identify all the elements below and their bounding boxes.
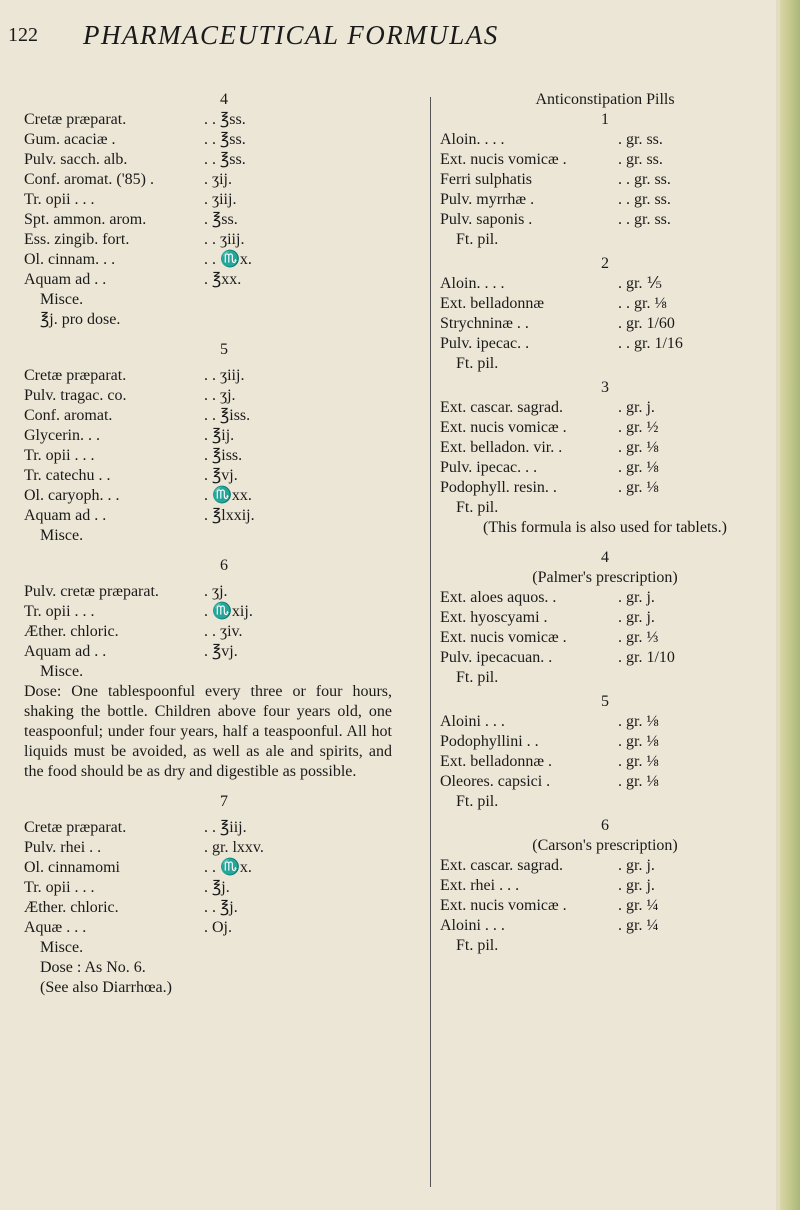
ingredient-name: Ext. belladonnæ .	[440, 753, 552, 770]
ingredient-amount: . gr. ⅛	[618, 753, 659, 770]
column-divider	[430, 97, 431, 1187]
ingredient-row	[440, 130, 770, 150]
ingredient-row	[24, 818, 424, 838]
ingredient-amount: . . ♏x.	[204, 251, 252, 268]
ingredient-list	[24, 582, 424, 662]
ingredient-name: Ol. cinnam. . .	[24, 251, 116, 268]
ft-pil-label: Ft. pil.	[456, 231, 499, 248]
formula-number: 4	[220, 91, 228, 108]
ingredient-amount: . . ʒiv.	[204, 623, 243, 640]
ingredient-amount: . gr. ⅛	[618, 479, 659, 496]
ingredient-amount: . gr. 1/10	[618, 649, 675, 666]
ingredient-amount: . gr. ¼	[618, 917, 659, 934]
ingredient-row	[24, 582, 424, 602]
ingredient-name: Ext. nucis vomicæ .	[440, 629, 567, 646]
ingredient-name: Aquam ad . .	[24, 507, 107, 524]
ingredient-row	[440, 334, 770, 354]
ingredient-amount: . gr. ⅛	[618, 733, 659, 750]
ingredient-name: Ext. nucis vomicæ .	[440, 897, 567, 914]
ingredient-name: Pulv. saponis .	[440, 211, 533, 228]
ingredient-name: Podophyllini . .	[440, 733, 539, 750]
ingredient-row	[440, 896, 770, 916]
ingredient-name: Tr. opii . . .	[24, 879, 95, 896]
ingredient-name: Ext. nucis vomicæ .	[440, 151, 567, 168]
ingredient-amount: . gr. ⅕	[618, 275, 662, 292]
ingredient-row	[440, 876, 770, 896]
ingredient-name: Ol. caryoph. . .	[24, 487, 120, 504]
ingredient-amount: . ʒj.	[204, 583, 228, 600]
ingredient-amount: . gr. ss.	[618, 131, 663, 148]
formula-number: 3	[601, 379, 609, 396]
ingredient-name: Aloini . . .	[440, 713, 505, 730]
ingredient-row	[440, 438, 770, 458]
ingredient-amount: . gr. ⅓	[618, 629, 659, 646]
ingredient-list	[440, 588, 770, 668]
ingredient-row	[440, 772, 770, 792]
ingredient-amount: . . gr. ss.	[618, 171, 671, 188]
dose-paragraph: Dose: One tablespoonful every three or four hours, shaking the bottle. Children above four years old, one teaspoonful; under four years, half a teaspoonful. All hot liquids must be avoided, as well as ale and spirits, and the food should be as dry and digestible as possible.	[24, 683, 392, 780]
ingredient-name: Cretæ præparat.	[24, 819, 127, 836]
ingredient-name: Tr. opii . . .	[24, 191, 95, 208]
formula-number: 6	[220, 557, 228, 574]
ingredient-amount: . . ʒj.	[204, 387, 236, 404]
ingredient-name: Aquam ad . .	[24, 271, 107, 288]
ingredient-amount: . . ℥ss.	[204, 111, 246, 128]
ingredient-amount: . gr. ¼	[618, 897, 659, 914]
ingredient-name: Ext. nucis vomicæ .	[440, 419, 567, 436]
ingredient-name: Pulv. rhei . .	[24, 839, 102, 856]
ft-pil-label: Ft. pil.	[456, 355, 499, 372]
ingredient-amount: . . gr. ⅛	[618, 295, 667, 312]
ingredient-name: Spt. ammon. arom.	[24, 211, 147, 228]
misce-label: Misce.	[40, 663, 84, 680]
ingredient-list	[440, 274, 770, 354]
ingredient-name: Ext. cascar. sagrad.	[440, 399, 564, 416]
formula-number: 4	[601, 549, 609, 566]
ingredient-row	[24, 486, 424, 506]
ingredient-amount: . ʒiij.	[204, 191, 237, 208]
ingredient-amount: . ℥j.	[204, 879, 230, 896]
ingredient-name: Ess. zingib. fort.	[24, 231, 130, 248]
ingredient-list	[440, 712, 770, 792]
ingredient-row	[24, 426, 424, 446]
ingredient-name: Pulv. cretæ præparat.	[24, 583, 159, 600]
ingredient-name: Pulv. sacch. alb.	[24, 151, 128, 168]
ingredient-amount: . ♏xx.	[204, 487, 252, 504]
page-number: 122	[8, 24, 38, 46]
ingredient-row	[440, 314, 770, 334]
ingredient-row	[24, 270, 424, 290]
formula-number: 1	[601, 111, 609, 128]
ingredient-row	[440, 294, 770, 314]
ingredient-amount: . ♏xij.	[204, 603, 253, 620]
page-header	[8, 14, 788, 54]
misce-label: Misce.	[40, 291, 84, 308]
ingredient-row	[24, 366, 424, 386]
ingredient-amount: . Oj.	[204, 919, 232, 936]
ingredient-amount: . ℥lxxij.	[204, 507, 255, 524]
ingredient-amount: . . ℥ss.	[204, 151, 246, 168]
ingredient-list	[440, 398, 770, 498]
ingredient-name: Tr. opii . . .	[24, 447, 95, 464]
ingredient-amount: . gr. j.	[618, 857, 655, 874]
ingredient-row	[440, 458, 770, 478]
ingredient-row	[440, 274, 770, 294]
misce-label: Misce.	[40, 527, 84, 544]
ingredient-name: Aquam ad . .	[24, 643, 107, 660]
ingredient-amount: . gr. ⅛	[618, 713, 659, 730]
ingredient-amount: . . gr. 1/16	[618, 335, 683, 352]
ingredient-row	[24, 642, 424, 662]
misce-label: Misce.	[40, 939, 84, 956]
ingredient-row	[440, 418, 770, 438]
ingredient-name: Ol. cinnamomi	[24, 859, 120, 876]
ingredient-row	[24, 250, 424, 270]
ingredient-name: Pulv. ipecacuan. .	[440, 649, 553, 666]
ingredient-amount: . . ℥iij.	[204, 819, 247, 836]
ingredient-name: Aloini . . .	[440, 917, 505, 934]
ingredient-name: Conf. aromat.	[24, 407, 113, 424]
ingredient-name: Conf. aromat. ('85) .	[24, 171, 154, 188]
ingredient-amount: . gr. ½	[618, 419, 659, 436]
ingredient-amount: . . ℥ss.	[204, 131, 246, 148]
ingredient-amount: . ℥vj.	[204, 643, 238, 660]
ingredient-row	[24, 110, 424, 130]
ingredient-name: Strychninæ . .	[440, 315, 529, 332]
ingredient-amount: . . gr. ss.	[618, 191, 671, 208]
ingredient-name: Aloin. . . .	[440, 131, 505, 148]
formula-number: 5	[601, 693, 609, 710]
ingredient-row	[440, 398, 770, 418]
ingredient-row	[440, 588, 770, 608]
ingredient-amount: . gr. 1/60	[618, 315, 675, 332]
ingredient-name: Æther. chloric.	[24, 623, 119, 640]
ft-pil-label: Ft. pil.	[456, 793, 499, 810]
ingredient-amount: . gr. j.	[618, 877, 655, 894]
ingredient-amount: . . ℥j.	[204, 899, 238, 916]
ingredient-amount: . ℥iss.	[204, 447, 243, 464]
formula-number: 2	[601, 255, 609, 272]
ingredient-name: Ferri sulphatis	[440, 171, 532, 188]
ingredient-row	[440, 150, 770, 170]
ingredient-amount: . gr. j.	[618, 399, 655, 416]
ingredient-amount: . gr. ⅛	[618, 439, 659, 456]
ingredient-list	[24, 110, 424, 290]
ingredient-amount: . . gr. ss.	[618, 211, 671, 228]
ingredient-name: Aloin. . . .	[440, 275, 505, 292]
right-column	[440, 90, 770, 956]
ingredient-amount: . . ℥iss.	[204, 407, 251, 424]
ingredient-amount: . gr. j.	[618, 609, 655, 626]
ingredient-row	[24, 386, 424, 406]
ingredient-row	[24, 210, 424, 230]
ingredient-name: Ext. hyoscyami .	[440, 609, 548, 626]
ingredient-name: Ext. belladonnæ	[440, 295, 544, 312]
ingredient-name: Gum. acaciæ .	[24, 131, 116, 148]
ingredient-amount: . gr. lxxv.	[204, 839, 264, 856]
book-edge	[780, 0, 800, 1210]
ingredient-row	[24, 838, 424, 858]
ingredient-name: Ext. cascar. sagrad.	[440, 857, 564, 874]
ingredient-name: Aquæ . . .	[24, 919, 87, 936]
ingredient-row	[24, 406, 424, 426]
ingredient-amount: . gr. j.	[618, 589, 655, 606]
ingredient-amount: . . ʒiij.	[204, 367, 245, 384]
formula-number: 6	[601, 817, 609, 834]
see-also-note: (See also Diarrhœa.)	[40, 979, 172, 996]
ingredient-row	[24, 878, 424, 898]
prescription-subtitle: (Carson's prescription)	[532, 837, 678, 854]
ingredient-name: Ext. belladon. vir. .	[440, 439, 563, 456]
ingredient-row	[24, 602, 424, 622]
ingredient-name: Tr. catechu . .	[24, 467, 111, 484]
ingredient-row	[24, 858, 424, 878]
ingredient-amount: . ℥ij.	[204, 427, 235, 444]
ingredient-amount: . ʒij.	[204, 171, 232, 188]
ingredient-row	[24, 918, 424, 938]
ingredient-row	[440, 732, 770, 752]
ingredient-row	[440, 712, 770, 732]
ingredient-name: Glycerin. . .	[24, 427, 100, 444]
formula-number: 5	[220, 341, 228, 358]
ingredient-amount: . ℥ss.	[204, 211, 238, 228]
tablets-note: (This formula is also used for tablets.)	[483, 519, 727, 536]
ingredient-name: Oleores. capsici .	[440, 773, 551, 790]
ingredient-list	[24, 818, 424, 938]
ingredient-list	[440, 856, 770, 936]
ingredient-row	[440, 628, 770, 648]
ingredient-name: Pulv. tragac. co.	[24, 387, 127, 404]
ingredient-row	[440, 648, 770, 668]
ingredient-row	[24, 446, 424, 466]
ingredient-name: Pulv. ipecac. .	[440, 335, 530, 352]
ingredient-list	[440, 130, 770, 230]
ingredient-amount: . gr. ss.	[618, 151, 663, 168]
section-title: Anticonstipation Pills	[535, 91, 675, 108]
ingredient-row	[24, 466, 424, 486]
ingredient-row	[440, 856, 770, 876]
ingredient-name: Ext. aloes aquos. .	[440, 589, 557, 606]
ingredient-row	[24, 170, 424, 190]
ingredient-name: Podophyll. resin. .	[440, 479, 557, 496]
ingredient-row	[440, 916, 770, 936]
ingredient-amount: . ℥xx.	[204, 271, 242, 288]
ingredient-name: Pulv. ipecac. . .	[440, 459, 538, 476]
ingredient-amount: . . ♏x.	[204, 859, 252, 876]
ingredient-amount: . . ʒiij.	[204, 231, 245, 248]
ingredient-row	[440, 478, 770, 498]
ingredient-name: Cretæ præparat.	[24, 367, 127, 384]
ingredient-name: Pulv. myrrhæ .	[440, 191, 535, 208]
ingredient-amount: . ℥vj.	[204, 467, 238, 484]
ingredient-row	[440, 170, 770, 190]
ft-pil-label: Ft. pil.	[456, 937, 499, 954]
ingredient-row	[24, 506, 424, 526]
running-title: PHARMACEUTICAL FORMULAS	[83, 20, 499, 50]
ingredient-row	[24, 898, 424, 918]
ingredient-name: Æther. chloric.	[24, 899, 119, 916]
dose-line: ℥j. pro dose.	[40, 311, 121, 328]
ingredient-amount: . gr. ⅛	[618, 459, 659, 476]
dose-line: Dose : As No. 6.	[40, 959, 146, 976]
ingredient-list	[24, 366, 424, 526]
ingredient-name: Cretæ præparat.	[24, 111, 127, 128]
ft-pil-label: Ft. pil.	[456, 669, 499, 686]
ingredient-row	[440, 752, 770, 772]
formula-number: 7	[220, 793, 228, 810]
ingredient-row	[24, 230, 424, 250]
ingredient-amount: . gr. ⅛	[618, 773, 659, 790]
ingredient-row	[24, 190, 424, 210]
ingredient-row	[440, 210, 770, 230]
ingredient-name: Tr. opii . . .	[24, 603, 95, 620]
left-column	[24, 90, 424, 998]
ingredient-name: Ext. rhei . . .	[440, 877, 520, 894]
ingredient-row	[440, 608, 770, 628]
ingredient-row	[440, 190, 770, 210]
ingredient-row	[24, 622, 424, 642]
ft-pil-label: Ft. pil.	[456, 499, 499, 516]
ingredient-row	[24, 130, 424, 150]
prescription-subtitle: (Palmer's prescription)	[532, 569, 678, 586]
ingredient-row	[24, 150, 424, 170]
